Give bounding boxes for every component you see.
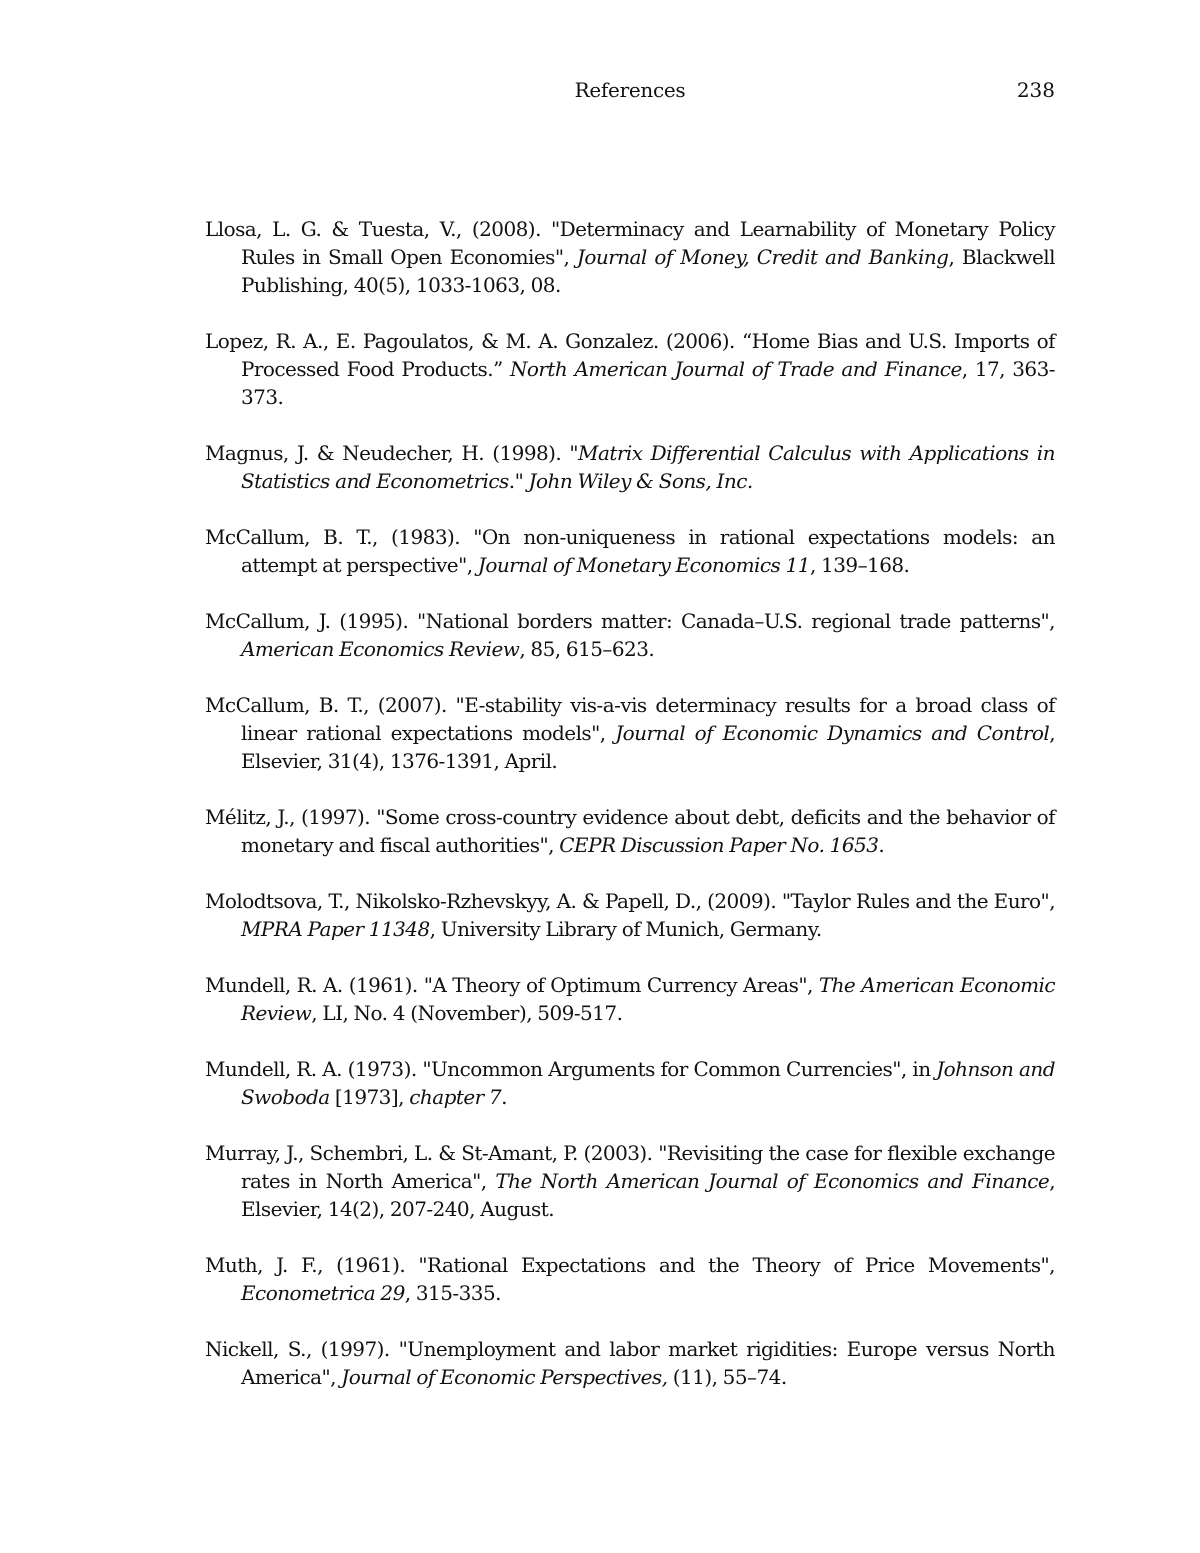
reference-entry: Llosa, L. G. & Tuesta, V., (2008). "Determinacy and Learnability of Monetary Policy Rules in Small Open Economies", Journal of Money, Credit and Banking, Blackwell Publishing, 40(5), 1033-1063, 08. — [205, 217, 1055, 297]
reference-entry: McCallum, B. T., (2007). "E-stability vis-a-vis determinacy results for a broad class of linear rational expectations models", Journal of Economic Dynamics and Control, Elsevier, 31(4), 1376-1391, April. — [205, 693, 1055, 773]
reference-entry: Muth, J. F., (1961). "Rational Expectations and the Theory of Price Movements", Econometrica 29, 315-335. — [205, 1253, 1055, 1305]
reference-entry: Mundell, R. A. (1961). "A Theory of Optimum Currency Areas", The American Economic Review, LI, No. 4 (November), 509-517. — [205, 973, 1055, 1025]
reference-entry: McCallum, B. T., (1983). "On non-uniqueness in rational expectations models: an attempt at perspective", Journal of Monetary Economics 11, 139–168. — [205, 525, 1055, 577]
reference-entry: Nickell, S., (1997). "Unemployment and labor market rigidities: Europe versus North America", Journal of Economic Perspectives, (11), 55–74. — [205, 1337, 1055, 1389]
reference-entry: Lopez, R. A., E. Pagoulatos, & M. A. Gonzalez. (2006). “Home Bias and U.S. Imports of Processed Food Products.” North American Journal of Trade and Finance, 17, 363-373. — [205, 329, 1055, 409]
page-number: 238 — [1016, 78, 1055, 102]
reference-entry: Murray, J., Schembri, L. & St-Amant, P. (2003). "Revisiting the case for flexible exchange rates in North America", The North American Journal of Economics and Finance, Elsevier, 14(2), 207-240, August. — [205, 1141, 1056, 1221]
reference-entry: Mundell, R. A. (1973). "Uncommon Arguments for Common Currencies", in Johnson and Swoboda [1973], chapter 7. — [205, 1057, 1055, 1109]
reference-entry: Mélitz, J., (1997). "Some cross-country evidence about debt, deficits and the behavior of monetary and fiscal authorities", CEPR Discussion Paper No. 1653. — [205, 805, 1055, 857]
reference-list — [205, 215, 1055, 1419]
reference-entry: Molodtsova, T., Nikolsko-Rzhevskyy, A. & Papell, D., (2009). "Taylor Rules and the Euro", MPRA Paper 11348, University Library of Munich, Germany. — [205, 889, 1055, 941]
page-title: References — [574, 78, 686, 102]
reference-entry: McCallum, J. (1995). "National borders matter: Canada–U.S. regional trade patterns", American Economics Review, 85, 615–623. — [205, 609, 1055, 661]
reference-entry: Magnus, J. & Neudecher, H. (1998). "Matrix Differential Calculus with Applications in Statistics and Econometrics." John Wiley & Sons, Inc. — [205, 441, 1055, 493]
running-head — [205, 78, 1055, 108]
